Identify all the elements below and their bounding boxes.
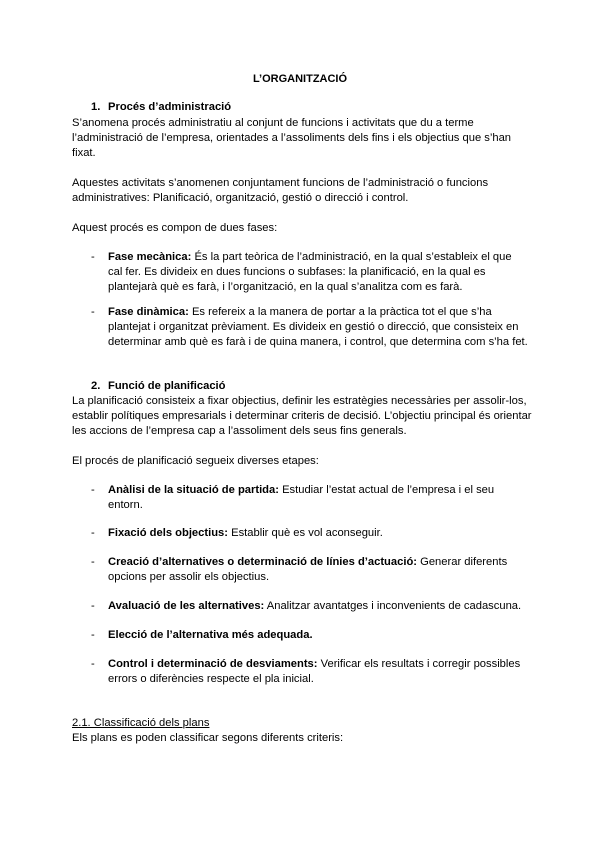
bullet-dash: - — [91, 629, 95, 641]
list-item — [91, 483, 528, 513]
list-item — [91, 526, 528, 541]
bullet-text: És la part teòrica de l’administració, en la qual s’estableix el que cal fer. Es divideix en dues funcions o subfases: la planificació, en la qual es plantejarà què es farà, i l’organització, en la qual s’analitza com es farà. — [108, 251, 512, 293]
bullet-text: Establir què es vol aconseguir. — [228, 527, 383, 539]
section-1-number: 1. — [91, 101, 101, 113]
bullet-dash: - — [91, 556, 95, 568]
bullet-text: Generar diferents opcions per assolir els objectius. — [108, 556, 508, 583]
section-2-1-paragraph-1: Els plans es poden classificar segons diferents criteris: — [72, 732, 344, 744]
section-1-title: Procés d’administració — [108, 101, 232, 113]
bullet-text: Verificar els resultats i corregir possibles errors o diferències respecte el pla inicial. — [108, 658, 521, 685]
document-title: L’ORGANITZACIÓ — [252, 73, 348, 85]
list-item — [91, 599, 528, 614]
bullet-text: Analitzar avantatges i inconvenients de cadascuna. — [264, 600, 522, 612]
section-2-title: Funció de planificació — [108, 380, 226, 392]
bullet-label: Creació d’alternatives o determinació de línies d’actuació: — [108, 556, 418, 568]
list-item — [91, 555, 528, 585]
bullet-label: Avaluació de les alternatives: — [108, 600, 265, 612]
bullet-dash: - — [91, 527, 95, 539]
section-2-number: 2. — [91, 380, 101, 392]
bullet-label: Elecció de l’alternativa més adequada. — [108, 629, 313, 641]
bullet-dash: - — [91, 251, 95, 263]
section-1-paragraph-1: S’anomena procés administratiu al conjunt de funcions i activitats que du a terme l’administració de l’empresa, orientades a l’assoliments dels fins i els objectius que s’han fixat. — [72, 117, 512, 159]
list-item — [91, 305, 528, 350]
bullet-label: Control i determinació de desviaments: — [108, 658, 318, 670]
bullet-dash: - — [91, 600, 95, 612]
list-item — [91, 628, 528, 643]
bullet-text: Es refereix a la manera de portar a la pràctica tot el que s’ha plantejat i organitzat prèviament. Es divideix en gestió o direcció, que consisteix en determinar amb què es farà i de quina manera, i control, que determina com s’ha fet. — [108, 306, 528, 348]
bullet-label: Fixació dels objectius: — [108, 527, 228, 539]
bullet-text: Estudiar l’estat actual de l’empresa i el seu entorn. — [108, 484, 495, 511]
section-2-heading — [91, 379, 226, 394]
list-item — [91, 250, 528, 295]
section-1-heading — [91, 100, 231, 115]
bullet-dash: - — [91, 484, 95, 496]
bullet-label: Anàlisi de la situació de partida: — [108, 484, 279, 496]
bullet-dash: - — [91, 306, 95, 318]
section-1-paragraph-3: Aquest procés es compon de dues fases: — [72, 222, 278, 234]
bullet-label: Fase mecànica: — [108, 251, 192, 263]
section-1-paragraph-2: Aquestes activitats s’anomenen conjuntament funcions de l’administració o funcions administratives: Planificació, organització, gestió o direcció i control. — [72, 177, 489, 204]
section-2-paragraph-2: El procés de planificació segueix diverses etapes: — [72, 455, 319, 467]
bullet-label: Fase dinàmica: — [108, 306, 189, 318]
section-2-1-heading: 2.1. Classificació dels plans — [72, 717, 210, 729]
section-2-paragraph-1: La planificació consisteix a fixar objectius, definir les estratègies necessàries per assolir-los, establir polítiques empresarials i determinar criteris de decisió. L’objectiu principal és orientar les accions de l’empresa cap a l’assoliment dels seus fins generals. — [72, 395, 532, 437]
list-item — [91, 657, 528, 687]
bullet-dash: - — [91, 658, 95, 670]
